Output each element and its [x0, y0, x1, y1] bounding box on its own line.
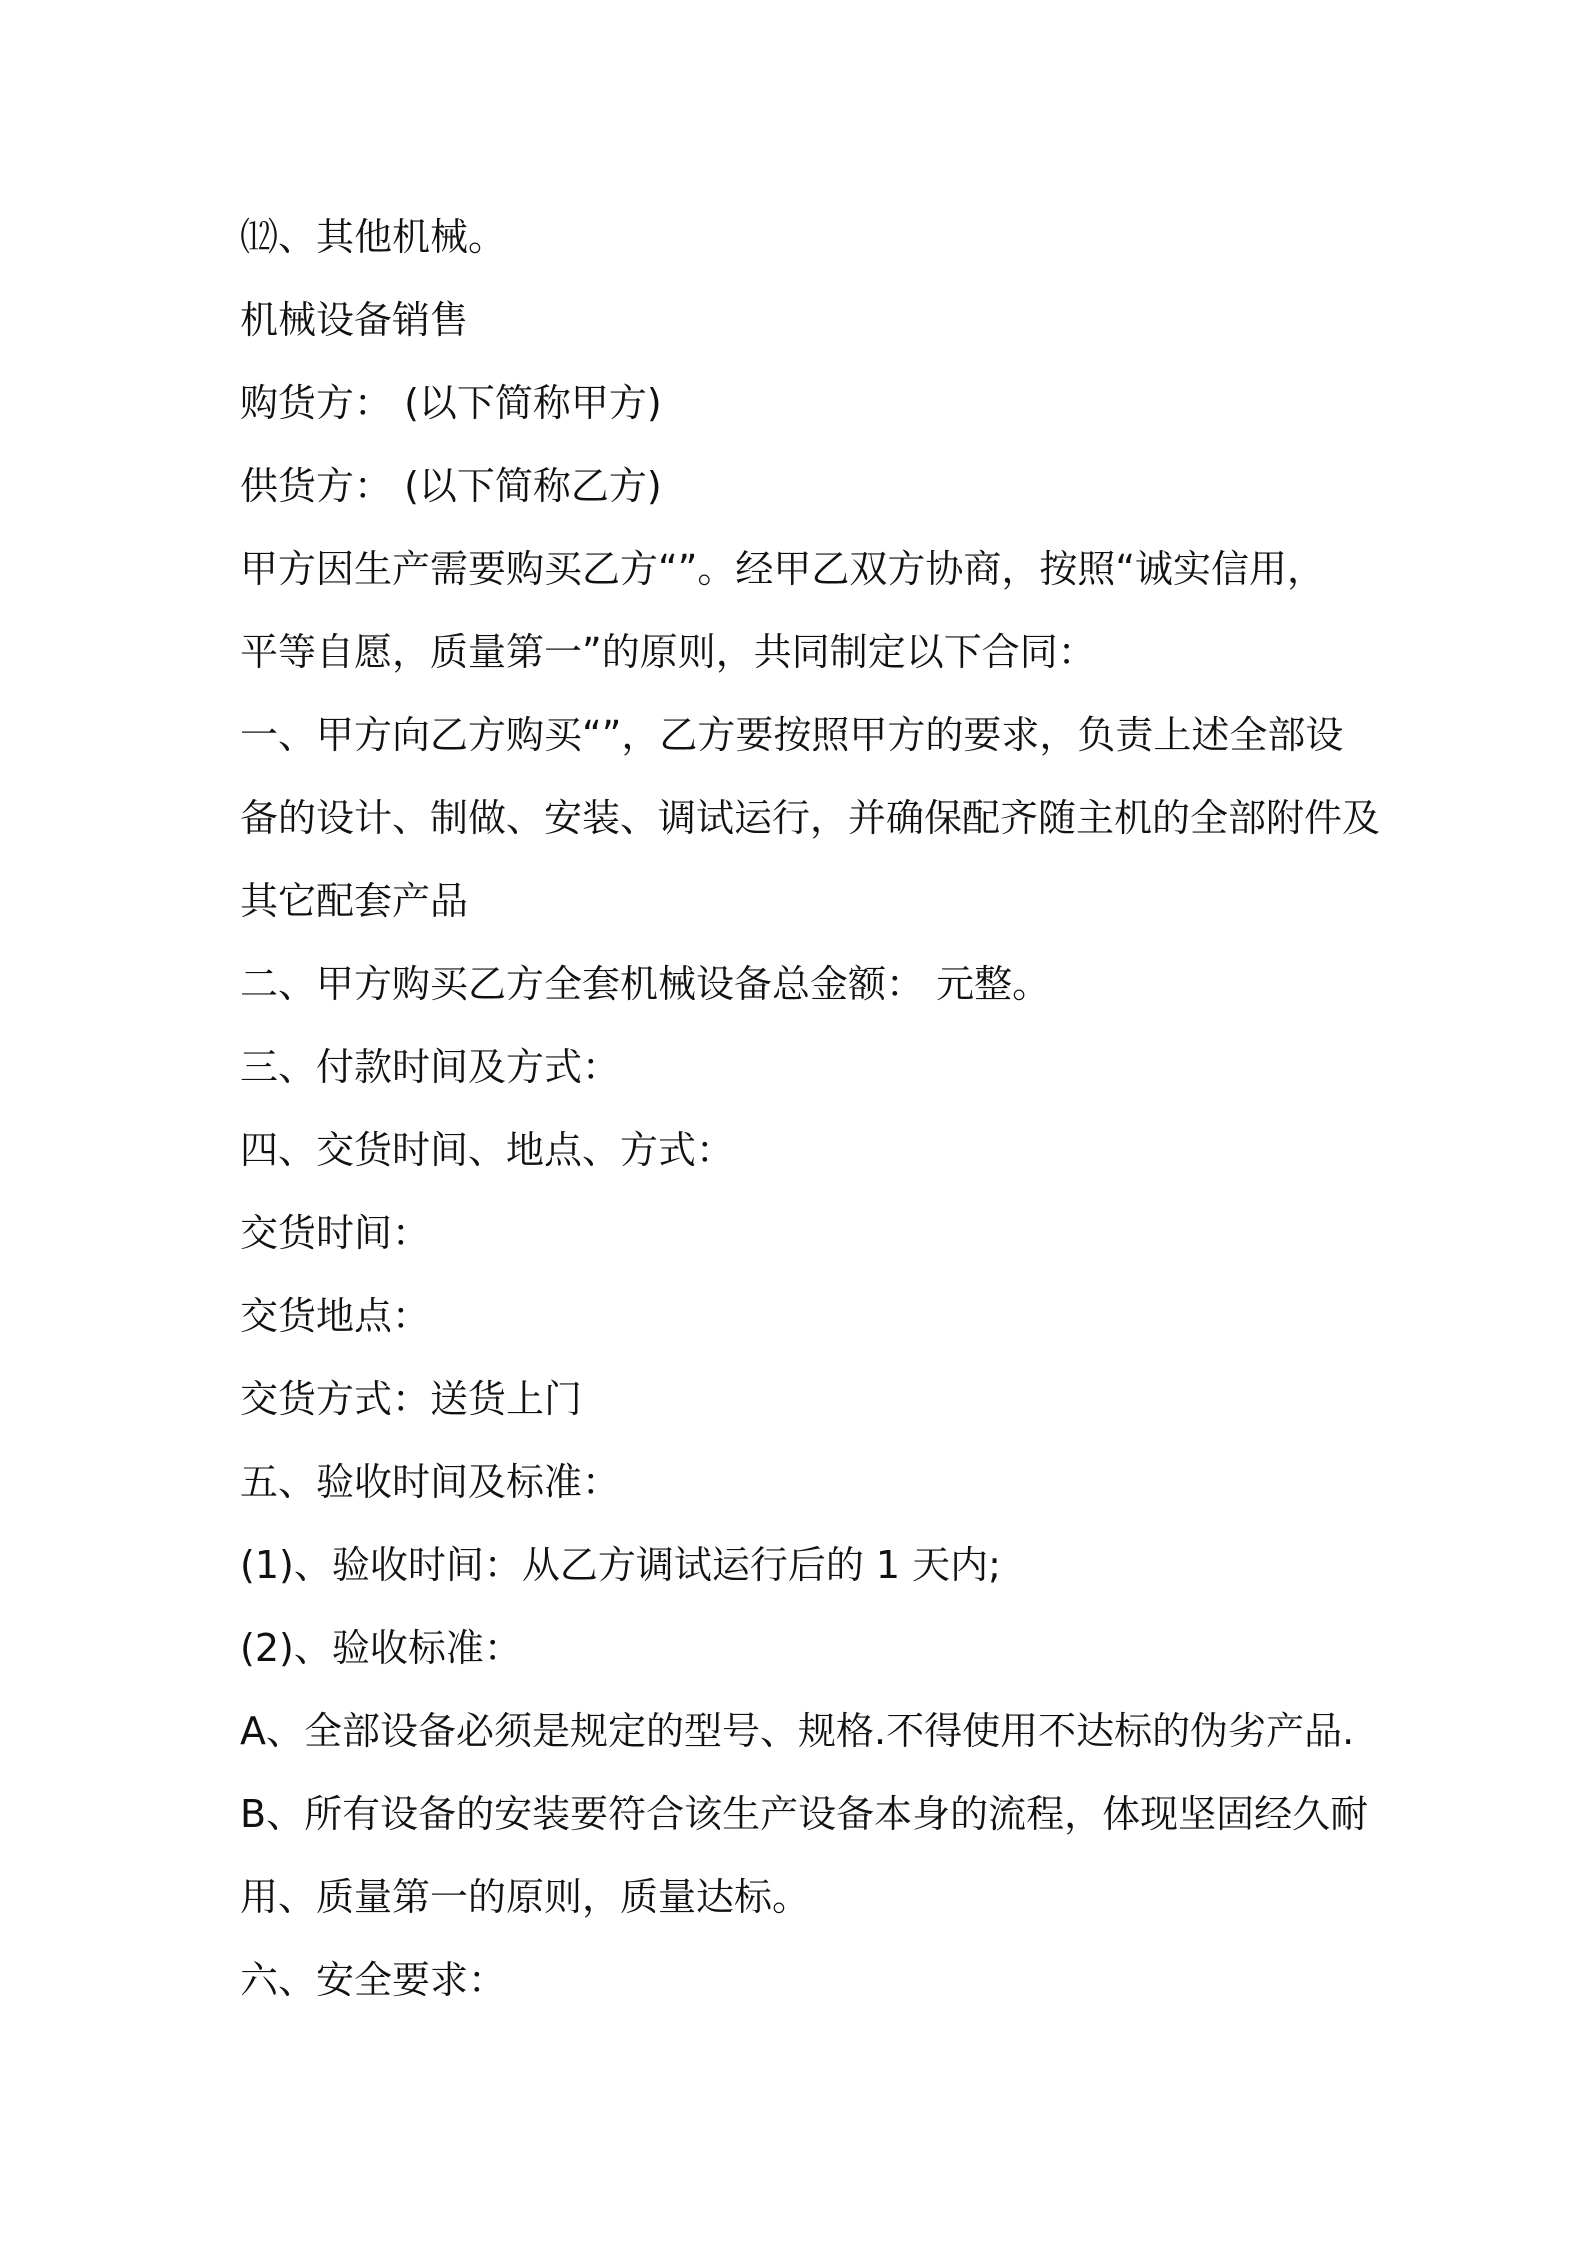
standard-b-line-2: 用、质量第一的原则，质量达标。 — [240, 1875, 811, 1919]
clause-1-line-1: 一、甲方向乙方购买“”，乙方要按照甲方的要求，负责上述全部设 — [240, 713, 1344, 757]
standard-b-line-1: B、所有设备的安装要符合该生产设备本身的流程，体现坚固经久耐 — [240, 1792, 1369, 1836]
document-body — [240, 196, 1381, 2022]
clause-4-delivery: 四、交货时间、地点、方式： — [240, 1128, 735, 1172]
delivery-location: 交货地点： — [240, 1294, 431, 1338]
standard-a: A、全部设备必须是规定的型号、规格.不得使用不达标的伪劣产品. — [240, 1709, 1355, 1753]
delivery-time: 交货时间： — [240, 1211, 431, 1255]
clause-3-payment: 三、付款时间及方式： — [240, 1045, 621, 1089]
supplier-line: 供货方： (以下简称乙方) — [240, 464, 662, 508]
clause-2-total-amount: 二、甲方购买乙方全套机械设备总金额： 元整。 — [240, 962, 1051, 1006]
acceptance-time: (1)、验收时间：从乙方调试运行后的 1 天内; — [240, 1543, 1001, 1587]
clause-5-acceptance: 五、验收时间及标准： — [240, 1460, 621, 1504]
preamble-line-2: 平等自愿，质量第一”的原则，共同制定以下合同： — [240, 630, 1096, 674]
preamble-line-1: 甲方因生产需要购买乙方“”。经甲乙双方协商，按照“诚实信用， — [240, 547, 1326, 591]
acceptance-standard: (2)、验收标准： — [240, 1626, 522, 1670]
buyer-line: 购货方： (以下简称甲方) — [240, 381, 662, 425]
delivery-method: 交货方式：送货上门 — [240, 1377, 583, 1421]
clause-1-line-3: 其它配套产品 — [240, 879, 469, 923]
clause-6-safety: 六、安全要求： — [240, 1958, 507, 2002]
section-title-machinery-sales: 机械设备销售 — [240, 298, 469, 342]
item-other-machinery: ⑿、其他机械。 — [240, 215, 507, 259]
clause-1-line-2: 备的设计、制做、安装、调试运行，并确保配齐随主机的全部附件及 — [240, 796, 1381, 840]
